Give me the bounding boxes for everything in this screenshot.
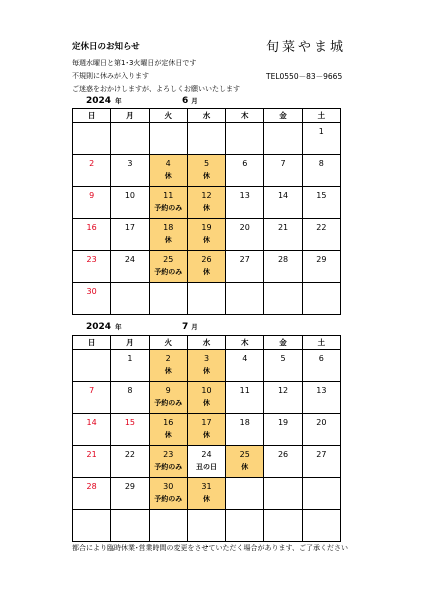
day-number: 13 <box>316 386 327 395</box>
day-number: 23 <box>163 450 174 459</box>
weekday-label: 土 <box>302 336 340 350</box>
calendar-day-cell <box>264 478 302 510</box>
calendar-day-cell <box>149 350 187 382</box>
day-number: 26 <box>201 255 212 264</box>
calendar-day-cell <box>149 123 187 155</box>
calendar-day-cell <box>73 478 111 510</box>
calendar-june <box>72 108 341 315</box>
weekday-label: 火 <box>149 109 187 123</box>
calendar-day-cell <box>149 187 187 219</box>
weekday-label: 日 <box>73 336 111 350</box>
day-number: 2 <box>89 159 95 168</box>
weekday-label: 水 <box>187 336 225 350</box>
calendar-day-cell <box>73 123 111 155</box>
calendar-week-row <box>73 414 341 446</box>
calendar-day-cell <box>226 123 264 155</box>
day-number: 16 <box>163 418 174 427</box>
day-number <box>264 510 301 525</box>
calendar-year-unit: 年 <box>115 323 122 331</box>
calendar-day-cell <box>111 350 149 382</box>
calendar-day-cell <box>226 155 264 187</box>
day-number: 5 <box>203 159 210 168</box>
day-note: 予約のみ <box>154 268 183 276</box>
weekday-label: 金 <box>264 336 302 350</box>
calendar-day-cell <box>73 219 111 251</box>
calendar-week-row <box>73 187 341 219</box>
notice-line-3: ご迷惑をおかけしますが、よろしくお願いいたします <box>72 85 240 93</box>
weekday-label: 木 <box>226 109 264 123</box>
calendar-day-cell <box>73 155 111 187</box>
calendar-day-cell <box>149 446 187 478</box>
day-number: 28 <box>277 255 289 264</box>
calendar-day-cell <box>226 187 264 219</box>
day-number: 19 <box>277 418 289 427</box>
calendar-day-cell <box>302 187 340 219</box>
calendar-day-cell <box>73 187 111 219</box>
day-note: 休 <box>202 204 210 212</box>
weekday-label: 土 <box>302 109 340 123</box>
calendar-day-cell <box>187 510 225 542</box>
weekday-label: 月 <box>111 109 149 123</box>
day-note: 予約のみ <box>154 495 183 503</box>
day-number: 2 <box>165 354 171 363</box>
day-number: 23 <box>86 255 97 264</box>
day-number <box>111 123 148 138</box>
calendar-day-cell <box>264 155 302 187</box>
calendar-week-row <box>73 446 341 478</box>
day-number <box>303 283 340 298</box>
calendar-day-cell <box>111 478 149 510</box>
day-number: 15 <box>124 418 136 427</box>
calendar-day-cell <box>149 510 187 542</box>
day-number: 19 <box>201 223 212 232</box>
calendar-day-cell <box>226 219 264 251</box>
day-number <box>226 283 263 298</box>
day-note: 丑の日 <box>195 463 217 471</box>
day-number: 25 <box>239 450 250 459</box>
day-number <box>264 283 301 298</box>
day-number <box>73 350 110 365</box>
day-note: 休 <box>202 236 210 244</box>
day-number: 13 <box>239 191 250 200</box>
calendar-day-cell <box>187 350 225 382</box>
day-note: 休 <box>164 431 172 439</box>
day-number: 14 <box>277 191 289 200</box>
day-number: 27 <box>316 450 327 459</box>
calendar-day-cell <box>149 155 187 187</box>
day-note: 休 <box>202 367 210 375</box>
day-number <box>150 123 187 138</box>
calendar-day-cell <box>149 414 187 446</box>
calendar-day-cell <box>226 251 264 283</box>
day-number: 10 <box>201 386 212 395</box>
calendar-day-cell <box>111 283 149 315</box>
calendar-day-cell <box>73 350 111 382</box>
calendar-day-cell <box>73 382 111 414</box>
day-number: 28 <box>86 482 97 491</box>
day-number: 7 <box>89 386 95 395</box>
day-number: 3 <box>203 354 210 363</box>
day-number: 16 <box>86 223 97 232</box>
day-number: 8 <box>318 159 324 168</box>
calendar-day-cell <box>302 283 340 315</box>
calendar-day-cell <box>73 283 111 315</box>
notice-title: 定休日のお知らせ <box>72 42 140 52</box>
calendar-day-cell <box>264 350 302 382</box>
calendar-year-unit: 年 <box>115 97 122 105</box>
calendar-day-cell <box>187 382 225 414</box>
calendar-day-cell <box>226 382 264 414</box>
footer-note: 都合により臨時休業･営業時間の変更をさせていただく場合があります、ご了承ください <box>72 544 348 552</box>
calendar-day-cell <box>264 446 302 478</box>
notice-line-1: 毎週水曜日と第1･3火曜日が定休日です <box>72 59 197 67</box>
day-number: 9 <box>89 191 95 200</box>
day-note: 休 <box>241 463 249 471</box>
day-number: 22 <box>316 223 327 232</box>
calendar-day-cell <box>187 187 225 219</box>
calendar-july <box>72 335 341 542</box>
calendar-day-cell <box>73 414 111 446</box>
day-number: 24 <box>124 255 136 264</box>
day-number <box>226 123 263 138</box>
calendar-day-cell <box>226 446 264 478</box>
day-number: 31 <box>201 482 212 491</box>
calendar-day-cell <box>264 414 302 446</box>
day-number <box>150 283 187 298</box>
calendar-week-row <box>73 283 341 315</box>
calendar-header-july <box>86 322 122 332</box>
calendar-day-cell <box>226 414 264 446</box>
calendar-day-cell <box>302 382 340 414</box>
day-number: 5 <box>280 354 286 363</box>
calendar-day-cell <box>111 187 149 219</box>
calendar-week-row <box>73 155 341 187</box>
calendar-day-cell <box>111 510 149 542</box>
day-number: 4 <box>165 159 171 168</box>
calendar-month-june <box>182 96 198 106</box>
calendar-day-cell <box>302 446 340 478</box>
day-number: 11 <box>163 191 174 200</box>
calendar-day-cell <box>149 478 187 510</box>
day-note: 休 <box>202 172 210 180</box>
calendar-month: 6 <box>182 96 189 106</box>
calendar-week-row <box>73 123 341 155</box>
notice-line-2: 不規則に休みが入ります <box>72 72 149 80</box>
calendar-day-cell <box>226 350 264 382</box>
calendar-day-cell <box>149 283 187 315</box>
calendar-day-cell <box>111 382 149 414</box>
weekday-header-row <box>73 336 341 350</box>
day-number: 20 <box>316 418 327 427</box>
calendar-day-cell <box>187 251 225 283</box>
day-number: 8 <box>127 386 133 395</box>
day-note: 予約のみ <box>154 399 183 407</box>
day-number: 12 <box>277 386 289 395</box>
calendar-day-cell <box>302 251 340 283</box>
weekday-label: 火 <box>149 336 187 350</box>
calendar-week-row <box>73 219 341 251</box>
calendar-day-cell <box>302 478 340 510</box>
day-number: 6 <box>318 354 324 363</box>
calendar-day-cell <box>226 283 264 315</box>
day-note: 休 <box>164 172 172 180</box>
weekday-label: 月 <box>111 336 149 350</box>
day-note: 休 <box>202 268 210 276</box>
calendar-month-unit: 月 <box>191 323 198 331</box>
calendar-day-cell <box>111 219 149 251</box>
day-number <box>303 478 340 493</box>
weekday-label: 水 <box>187 109 225 123</box>
day-number: 17 <box>124 223 136 232</box>
calendar-day-cell <box>187 446 225 478</box>
day-note: 休 <box>202 495 210 503</box>
calendar-day-cell <box>111 123 149 155</box>
calendar-day-cell <box>264 187 302 219</box>
day-number: 4 <box>242 354 248 363</box>
calendar-day-cell <box>264 510 302 542</box>
calendar-day-cell <box>73 251 111 283</box>
calendar-day-cell <box>111 446 149 478</box>
weekday-label: 木 <box>226 336 264 350</box>
day-note: 休 <box>164 236 172 244</box>
calendar-day-cell <box>264 219 302 251</box>
calendar-day-cell <box>187 283 225 315</box>
weekday-label: 金 <box>264 109 302 123</box>
calendar-header-june <box>86 96 122 106</box>
day-number: 20 <box>239 223 250 232</box>
weekday-label: 日 <box>73 109 111 123</box>
day-number: 24 <box>201 450 212 459</box>
calendar-day-cell <box>302 219 340 251</box>
day-number <box>150 510 187 525</box>
calendar-month: 7 <box>182 322 189 332</box>
calendar-week-row <box>73 350 341 382</box>
day-number: 14 <box>86 418 97 427</box>
day-number: 21 <box>86 450 97 459</box>
day-number: 21 <box>277 223 289 232</box>
day-number: 10 <box>124 191 136 200</box>
day-number: 9 <box>165 386 171 395</box>
calendar-day-cell <box>264 251 302 283</box>
calendar-day-cell <box>264 382 302 414</box>
calendar-day-cell <box>226 510 264 542</box>
calendar-day-cell <box>264 123 302 155</box>
day-number <box>303 510 340 525</box>
calendar-year: 2024 <box>86 322 112 332</box>
phone-number: TEL0550－83－9665 <box>266 72 343 81</box>
day-number: 1 <box>318 127 324 136</box>
day-number <box>264 123 301 138</box>
calendar-day-cell <box>73 446 111 478</box>
day-note: 予約のみ <box>154 204 183 212</box>
calendar-day-cell <box>187 123 225 155</box>
day-number <box>264 478 301 493</box>
day-number: 18 <box>163 223 174 232</box>
calendar-day-cell <box>149 382 187 414</box>
day-number: 25 <box>163 255 174 264</box>
day-number: 17 <box>201 418 212 427</box>
day-number: 3 <box>127 159 133 168</box>
calendar-week-row <box>73 478 341 510</box>
day-number: 29 <box>316 255 327 264</box>
calendar-day-cell <box>111 155 149 187</box>
day-number <box>111 510 148 525</box>
calendar-day-cell <box>187 155 225 187</box>
day-number: 1 <box>127 354 133 363</box>
calendar-week-row <box>73 382 341 414</box>
day-note: 休 <box>202 431 210 439</box>
calendar-day-cell <box>302 414 340 446</box>
day-number <box>73 123 110 138</box>
calendar-week-row <box>73 251 341 283</box>
day-number <box>111 283 148 298</box>
day-number: 15 <box>316 191 327 200</box>
day-number: 29 <box>124 482 136 491</box>
calendar-month-unit: 月 <box>191 97 198 105</box>
day-number <box>73 510 110 525</box>
day-number: 18 <box>239 418 250 427</box>
calendar-day-cell <box>226 478 264 510</box>
calendar-month-july <box>182 322 198 332</box>
day-number <box>188 510 225 525</box>
day-number: 6 <box>242 159 248 168</box>
day-number <box>188 283 225 298</box>
calendar-day-cell <box>302 123 340 155</box>
day-number: 11 <box>239 386 250 395</box>
day-note: 休 <box>202 399 210 407</box>
day-number: 26 <box>277 450 289 459</box>
day-number: 22 <box>124 450 136 459</box>
calendar-day-cell <box>111 414 149 446</box>
calendar-day-cell <box>187 478 225 510</box>
calendar-day-cell <box>264 283 302 315</box>
day-number: 7 <box>280 159 286 168</box>
day-number <box>226 510 263 525</box>
calendar-day-cell <box>302 155 340 187</box>
calendar-year: 2024 <box>86 96 112 106</box>
day-number <box>226 478 263 493</box>
calendar-day-cell <box>111 251 149 283</box>
calendar-day-cell <box>302 510 340 542</box>
calendar-day-cell <box>149 219 187 251</box>
calendar-day-cell <box>302 350 340 382</box>
day-number <box>188 123 225 138</box>
calendar-day-cell <box>73 510 111 542</box>
day-number: 30 <box>86 287 97 296</box>
day-number: 30 <box>163 482 174 491</box>
calendar-day-cell <box>187 219 225 251</box>
weekday-header-row <box>73 109 341 123</box>
day-number: 12 <box>201 191 212 200</box>
day-note: 休 <box>164 367 172 375</box>
calendar-week-row <box>73 510 341 542</box>
calendar-day-cell <box>149 251 187 283</box>
day-note: 予約のみ <box>154 463 183 471</box>
shop-name: 旬菜やま城 <box>266 40 347 55</box>
day-number: 27 <box>239 255 250 264</box>
calendar-day-cell <box>187 414 225 446</box>
